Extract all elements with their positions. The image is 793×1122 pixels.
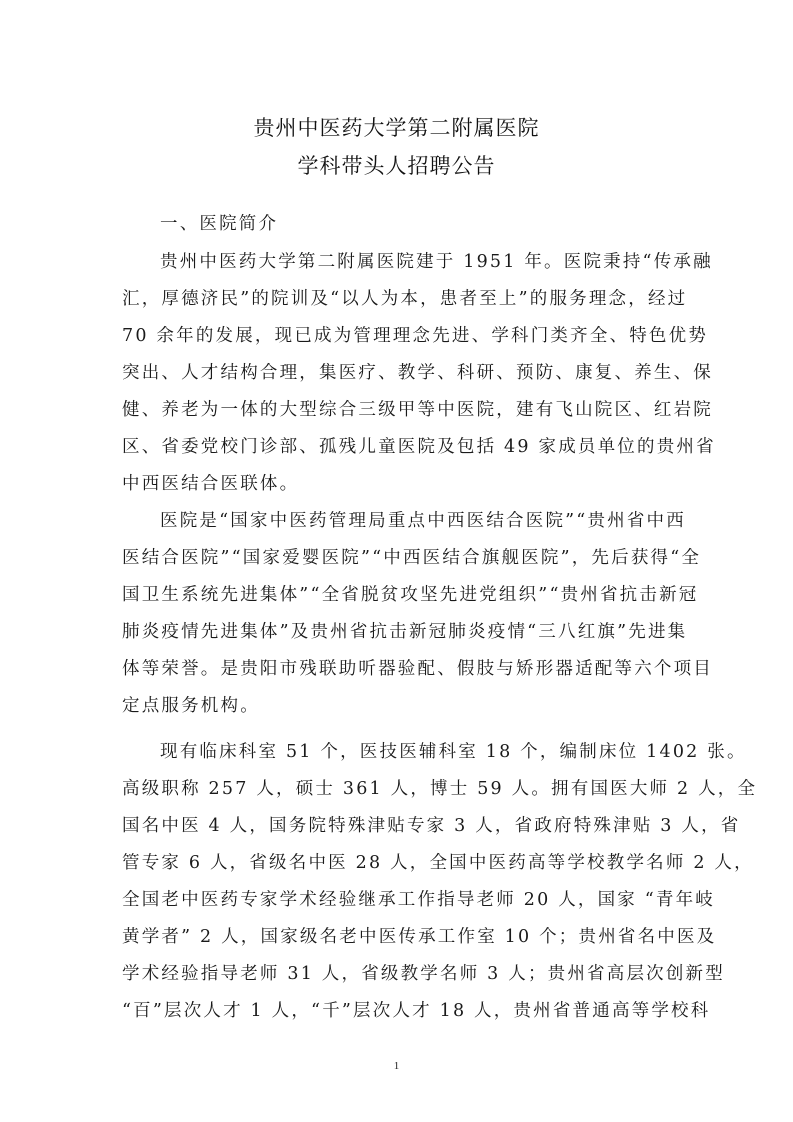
text-line: 医院是“国家中医药管理局重点中西医结合医院”“贵州省中西 bbox=[160, 511, 686, 531]
text-line: 现有临床科室 51 个，医技医辅科室 18 个，编制床位 1402 张。 bbox=[160, 742, 747, 762]
page-number: 1 bbox=[393, 1060, 400, 1072]
text-line: 学术经验指导老师 31 人，省级教学名师 3 人；贵州省高层次创新型 bbox=[122, 964, 725, 984]
text-line: 全国老中医药专家学术经验继承工作指导老师 20 人，国家 “青年岐 bbox=[122, 890, 716, 910]
text-line: 中西医结合医联体。 bbox=[122, 474, 300, 494]
text-line: 贵州中医药大学第二附属医院建于 1951 年。医院秉持“传承融 bbox=[160, 252, 713, 272]
text-line: 肺炎疫情先进集体”及贵州省抗击新冠肺炎疫情“三八红旗”先进集 bbox=[122, 622, 688, 642]
section-heading: 一、医院简介 bbox=[160, 214, 279, 234]
text-line: 70 余年的发展，现已成为管理理念先进、学科门类齐全、特色优势 bbox=[122, 326, 709, 346]
text-line: “百”层次人才 1 人，“千”层次人才 18 人，贵州省普通高等学校科 bbox=[122, 1001, 711, 1021]
text-line: 健、养老为一体的大型综合三级甲等中医院，建有飞山院区、红岩院 bbox=[122, 400, 713, 420]
text-line: 定点服务机构。 bbox=[122, 696, 260, 716]
text-line: 突出、人才结构合理，集医疗、教学、科研、预防、康复、养生、保 bbox=[122, 363, 713, 383]
document-subtitle: 学科带头人招聘公告 bbox=[297, 154, 496, 178]
text-line: 体等荣誉。是贵阳市残联助听器验配、假肢与矫形器适配等六个项目 bbox=[122, 659, 713, 679]
text-line: 汇，厚德济民”的院训及“以人为本，患者至上”的服务理念，经过 bbox=[122, 289, 688, 309]
text-line: 高级职称 257 人，硕士 361 人，博士 59 人。拥有国医大师 2 人，全 bbox=[122, 779, 758, 799]
text-line: 区、省委党校门诊部、孤残儿童医院及包括 49 家成员单位的贵州省 bbox=[122, 437, 716, 457]
text-line: 管专家 6 人，省级名中医 28 人，全国中医药高等学校教学名师 2 人， bbox=[122, 853, 754, 873]
text-line: 国卫生系统先进集体”“全省脱贫攻坚先进党组织”“贵州省抗击新冠 bbox=[122, 585, 699, 605]
text-line: 国名中医 4 人，国务院特殊津贴专家 3 人，省政府特殊津贴 3 人，省 bbox=[122, 816, 741, 836]
text-line: 医结合医院”“国家爱婴医院”“中西医结合旗舰医院”，先后获得“全 bbox=[122, 548, 702, 568]
document-title: 贵州中医药大学第二附属医院 bbox=[253, 116, 540, 140]
text-line: 黄学者” 2 人，国家级名老中医传承工作室 10 个；贵州省名中医及 bbox=[122, 927, 717, 947]
